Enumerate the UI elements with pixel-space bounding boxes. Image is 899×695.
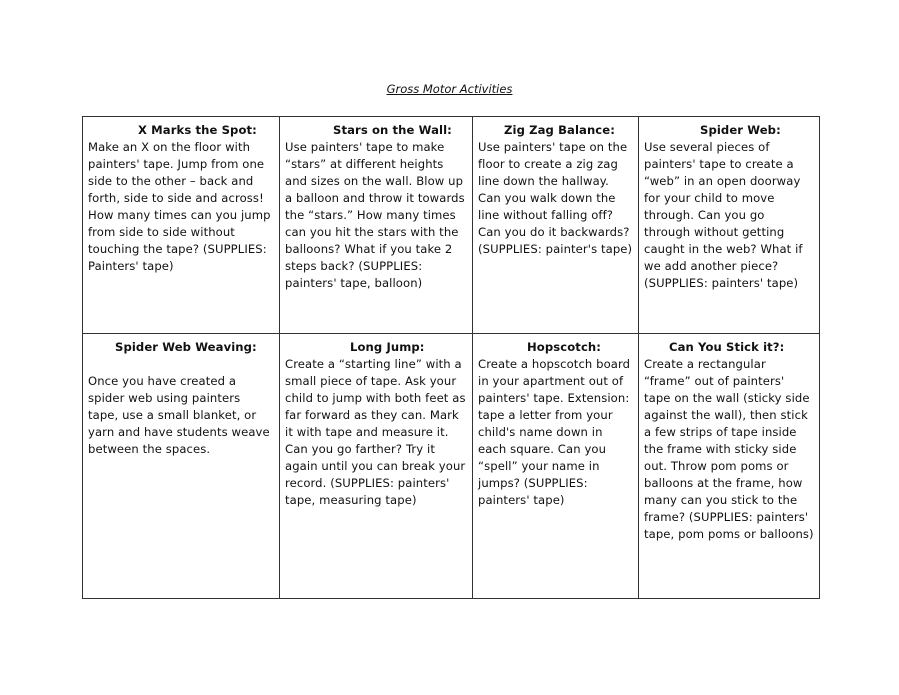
document-title: Gross Motor Activities bbox=[386, 82, 513, 96]
activity-description: Make an X on the floor with painters' tape. Jump from one side to the other – back and forth, side to side and across! How many times can you jump from side to side without touching the tape? (SUPPLIES: Painters' tape) bbox=[88, 140, 271, 273]
table-row bbox=[83, 117, 820, 334]
activity-description: Use painters' tape to make “stars” at different heights and sizes on the wall. Blow up a balloon and throw it towards the “stars.” How many times can you hit the stars with the balloons? What if you take 2 steps back? (SUPPLIES: painters' tape, balloon) bbox=[285, 140, 465, 290]
activity-description: Once you have created a spider web using painters tape, use a small blanket, or yarn and have students weave between the spaces. bbox=[88, 374, 270, 456]
activity-heading: Hopscotch: bbox=[527, 340, 602, 354]
activity-heading: Stars on the Wall: bbox=[333, 123, 452, 137]
activity-cell-hopscotch bbox=[473, 334, 639, 599]
table-row bbox=[83, 334, 820, 599]
activity-cell-can-you-stick-it bbox=[639, 334, 820, 599]
activity-cell-stars-on-the-wall bbox=[280, 117, 473, 334]
activity-cell-spider-web-weaving bbox=[83, 334, 280, 599]
activity-description: Create a “starting line” with a small piece of tape. Ask your child to jump with both feet as far forward as they can. Mark it with tape and measure it. Can you go farther? Try it again until you can break your record. (SUPPLIES: painters' tape, measuring tape) bbox=[285, 357, 466, 507]
activity-description: Create a rectangular “frame” out of painters' tape on the wall (sticky side against the wall), then stick a few strips of tape inside the frame with sticky side out. Throw pom poms or balloons at the frame, how many can you stick to the frame? (SUPPLIES: painters' tape, pom poms or balloons) bbox=[644, 357, 814, 541]
activity-description: Create a hopscotch board in your apartment out of painters' tape. Extension: tape a letter from your child's name down in each square. Can you “spell” your name in jumps? (SUPPLIES: painters' tape) bbox=[478, 357, 631, 507]
activities-table bbox=[82, 116, 820, 599]
activity-heading: Spider Web Weaving: bbox=[115, 340, 257, 354]
activity-heading: Spider Web: bbox=[700, 123, 781, 137]
activity-heading: Long Jump: bbox=[350, 340, 425, 354]
activity-heading: X Marks the Spot: bbox=[138, 123, 257, 137]
activity-heading: Can You Stick it?: bbox=[669, 340, 785, 354]
activity-description: Use several pieces of painters' tape to create a “web” in an open doorway for your child to move through. Can you go through without getting caught in the web? What if we add another piece? (SUPPLIES: painters' tape) bbox=[644, 140, 803, 290]
activity-cell-spider-web bbox=[639, 117, 820, 334]
activity-heading: Zig Zag Balance: bbox=[504, 123, 615, 137]
activity-description: Use painters' tape on the floor to create a zig zag line down the hallway. Can you walk down the line without falling off? Can you do it backwards? (SUPPLIES: painter's tape) bbox=[478, 140, 633, 256]
activity-cell-x-marks-the-spot bbox=[83, 117, 280, 334]
activity-cell-long-jump bbox=[280, 334, 473, 599]
activity-cell-zig-zag-balance bbox=[473, 117, 639, 334]
